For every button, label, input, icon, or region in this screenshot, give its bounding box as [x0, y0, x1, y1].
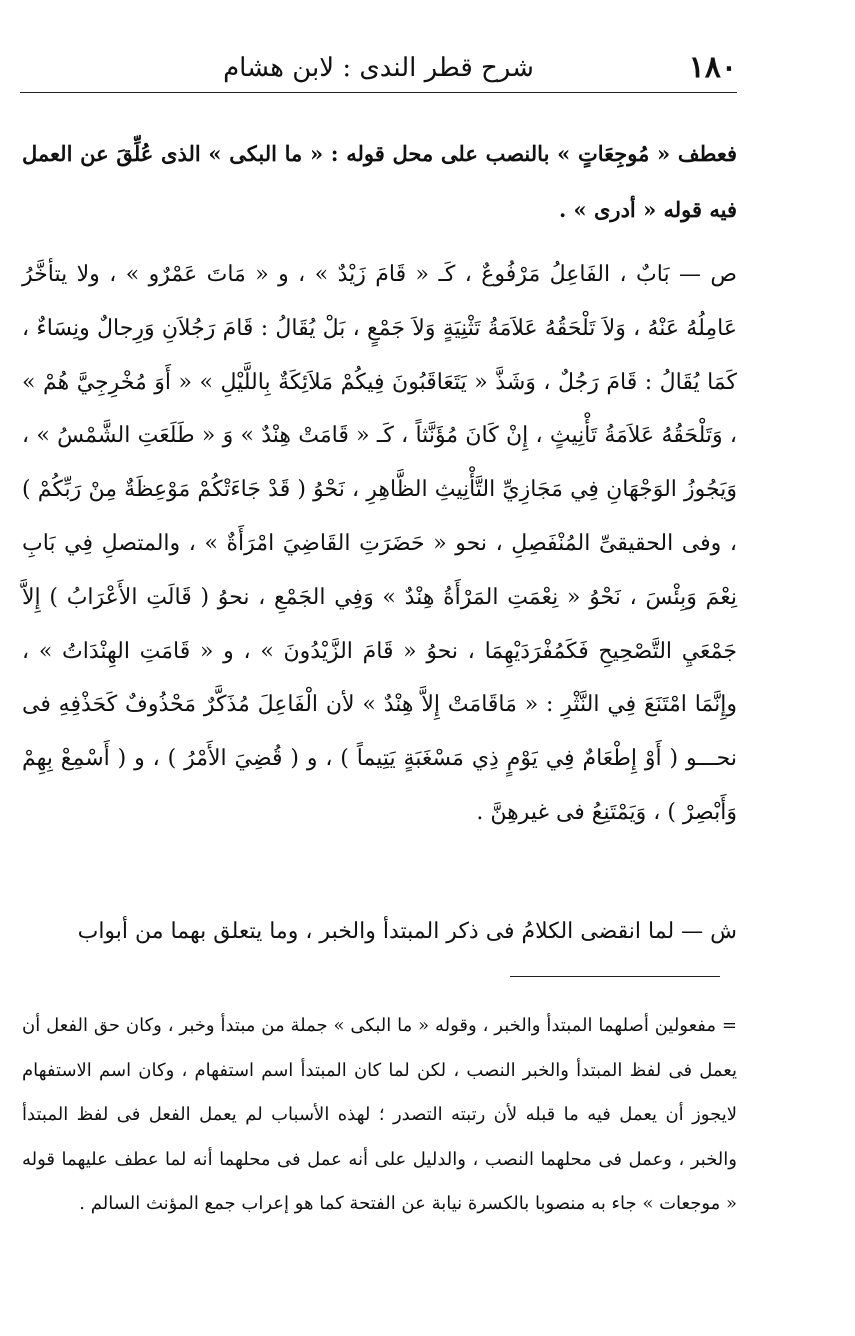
intro-paragraph: فعطف « مُوجِعَاتٍ » بالنصب على محل قوله : « ما البكى » الذى عُلِّقَ عن العمل فيه قوله « أدرى » .: [22, 141, 737, 222]
page-number: ١٨٠: [688, 50, 737, 85]
sharh-paragraph-block: [22, 908, 737, 956]
header-rule: [20, 92, 737, 93]
footnote-text: = مفعولين أصلهما المبتدأ والخبر ، وقوله « ما البكى » جملة من مبتدأ وخبر ، وكان حق الفعل أن يعمل فى لفظ المبتدأ والخبر النصب ، لكن لما كان المبتدأ اسم استفهام ، وكان اسم الاستفهام لايجوز أن يعمل فيه ما قبله لأن رتبته التصدر ؛ لهذه الأسباب لم يعمل الفعل فى لفظ المبتدأ والخبر ، وعمل فى محلهما النصب ، والدليل على أنه عمل فى محلهما أنه لما عطف عليهما قوله « موجعات » جاء به منصوبا بالكسرة نيابة عن الفتحة كما هو إعراب جمع المؤنث السالم .: [22, 1015, 737, 1214]
intro-paragraph-block: [22, 126, 737, 238]
matn-paragraph: ص — بَابٌ ، الفَاعِلُ مَرْفُوعٌ ، كَـ « قَامَ زَيْدٌ » ، و « مَاتَ عَمْرٌو » ، ولا يتأخَّرُ عَامِلُهُ عَنْهُ ، وَلاَ تَلْحَقُهُ عَلاَمَةُ تَثْنِيَةٍ وَلاَ جَمْعٍ ، بَلْ يُقَالُ : قَامَ رَجُلاَنِ وَرِجالٌ ونِسَاءٌ ، كَمَا يُقَالُ : قَامَ رَجُلٌ ، وَشَذَّ « يَتَعَاقَبُونَ فِيكُمْ مَلاَئِكَةٌ بِاللَّيْلِ » « أَوَ مُخْرِجِيَّ هُمْ » ، وَتَلْحَقُهُ عَلاَمَةُ تَأْنِيثٍ ، إِنْ كَانَ مُؤَنَّثاً ، كَـ « قَامَتْ هِنْدٌ » وَ « طَلَعَتِ الشَّمْسُ » ، وَيَجُوزُ الوَجْهَانِ فِي مَجَازِيِّ التَّأْنِيثِ الظَّاهِرِ ، نَحْوُ ( قَدْ جَاءَتْكُمْ مَوْعِظَةٌ مِنْ رَبِّكُمْ ) ، وفى الحقيقىِّ المُنْفَصِلِ ، نحو « حَضَرَتِ القَاضِيَ امْرَأَةٌ » ، والمتصلِ فِي بَابِ نِعْمَ وَبِئْسَ ، نَحْوُ « نِعْمَتِ المَرْأَةُ هِنْدٌ » وَفِي الجَمْعِ ، نحوُ ( قَالَتِ الأَعْرَابُ ) إِلاَّ جَمْعَيِ التَّصْحِيحِ فَكَمُفْرَدَيْهِمَا ، نحوُ « قَامَ الزَّيْدُونَ » ، و « قَامَتِ الهِنْدَاتُ » ، وإِنَّمَا امْتَنَعَ فِي النَّثْرِ : « مَاقَامَتْ إِلاَّ هِنْدٌ » لأن الْفَاعِلَ مُذَكَّرٌ مَحْذُوفٌ كَحَذْفِهِ فى نحـــو ( أَوْ إِطْعَامٌ فِي يَوْمٍ ذِي مَسْغَبَةٍ يَتِيماً ) ، و ( قُضِيَ الأَمْرُ ) ، و ( أَسْمِعْ بِهِمْ وَأَبْصِرْ ) ، وَيَمْتَنِعُ فى غيرهِنَّ .: [22, 262, 737, 825]
footnote-block: [22, 1004, 737, 1227]
footnote-rule: [510, 976, 720, 977]
matn-paragraph-block: [22, 248, 737, 840]
sharh-paragraph: ش — لما انقضى الكلامُ فى ذكر المبتدأ والخبر ، وما يتعلق بهما من أبواب: [77, 919, 737, 944]
page-header: [20, 48, 737, 88]
running-title: شرح قطر الندى : لابن هشام: [223, 53, 534, 83]
